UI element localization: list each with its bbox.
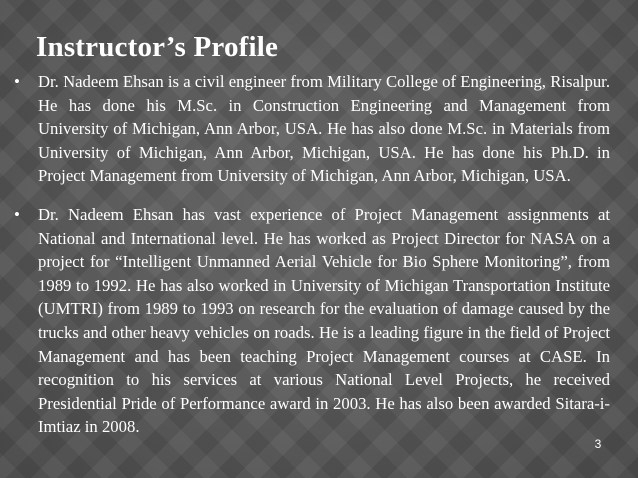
bullet-item-experience [14,203,610,439]
bullet-item-education [14,70,610,188]
bullet-marker: • [14,204,20,224]
bullet-text-experience: Dr. Nadeem Ehsan has vast experience of Project Management assignments at National and International level. He has worked as Project Director for NASA on a project for “Intelligent Unmanned Aerial Vehicle for Bio Sphere Monitoring”, from 1989 to 1992. He has also worked in University of Michigan Transportation Institute (UMTRI) from 1989 to 1993 on research for the evaluation of damage caused by the trucks and other heavy vehicles on roads. He is a leading figure in the field of Project Management and has been teaching Project Management courses at CASE. In recognition to his services at various National Level Projects, he received Presidential Pride of Performance award in 2003. He has also been awarded Sitara-i-Imtiaz in 2008. [38,204,610,437]
bullet-text-education: Dr. Nadeem Ehsan is a civil engineer from Military College of Engineering, Risalpur. He has done his M.Sc. in Construction Engineering and Management from University of Michigan, Ann Arbor, USA. He has also done M.Sc. in Materials from University of Michigan, Ann Arbor, Michigan, USA. He has done his Ph.D. in Project Management from University of Michigan, Ann Arbor, Michigan, USA. [38,72,610,186]
slide-title: Instructor’s Profile [36,31,279,63]
slide-page-number: 3 [594,437,602,451]
bullet-list [14,70,610,454]
bullet-marker: • [14,72,20,91]
